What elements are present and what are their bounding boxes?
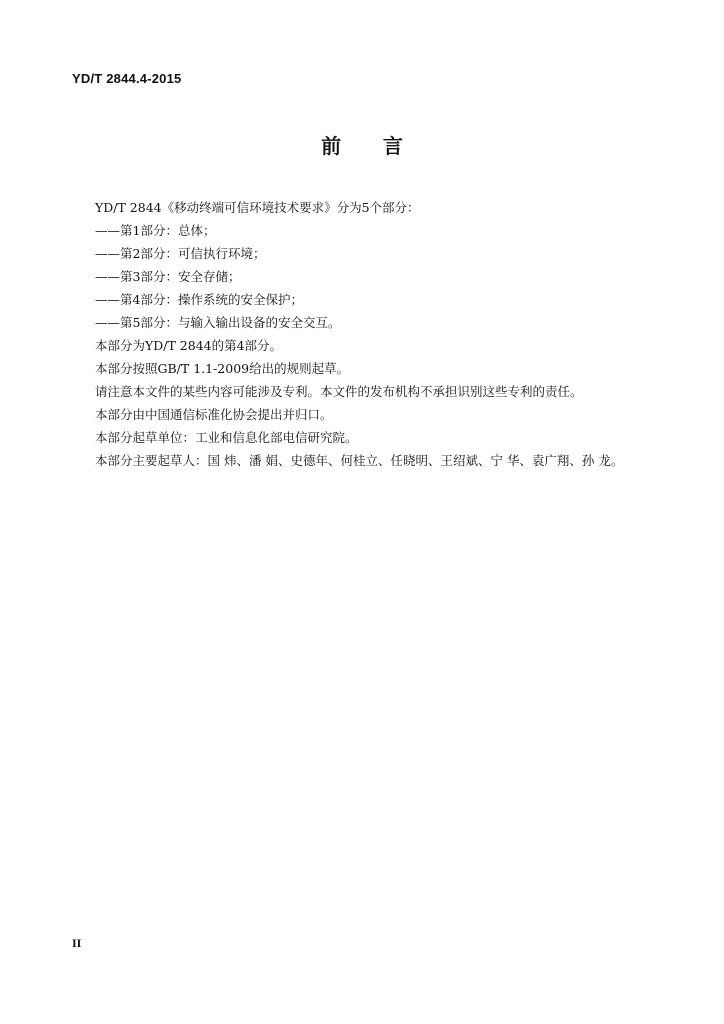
paragraph-part-5: ——第5部分：与输入输出设备的安全交互。 [95, 315, 341, 330]
paragraph-proposer: 本部分由中国通信标准化协会提出并归口。 [95, 407, 333, 422]
paragraph-this-part: 本部分为YD/T 2844的第4部分。 [95, 338, 283, 353]
paragraph-drafting-unit: 本部分起草单位：工业和信息化部电信研究院。 [95, 430, 358, 445]
page-number: II [72, 936, 82, 950]
paragraph-part-3: ——第3部分：安全存储； [95, 269, 241, 284]
paragraph-part-4: ——第4部分：操作系统的安全保护； [95, 292, 303, 307]
paragraph-drafting-rules: 本部分按照GB/T 1.1-2009给出的规则起草。 [95, 361, 350, 376]
paragraph-patent-notice: 请注意本文件的某些内容可能涉及专利。本文件的发布机构不承担识别这些专利的责任。 [95, 384, 583, 399]
page-title: 前 言 [321, 134, 403, 158]
paragraph-parts-intro: YD/T 2844《移动终端可信环境技术要求》分为5个部分： [95, 200, 420, 215]
paragraph-part-2: ——第2部分：可信执行环境； [95, 246, 266, 261]
document-code: YD/T 2844.4-2015 [72, 71, 182, 86]
paragraph-part-1: ——第1部分：总体； [95, 223, 216, 238]
foreword-content [95, 196, 675, 472]
paragraph-drafters: 本部分主要起草人：国 炜、潘 娟、史德年、何桂立、任晓明、王绍斌、宁 华、袁广翔、孙 龙。 [95, 453, 624, 468]
